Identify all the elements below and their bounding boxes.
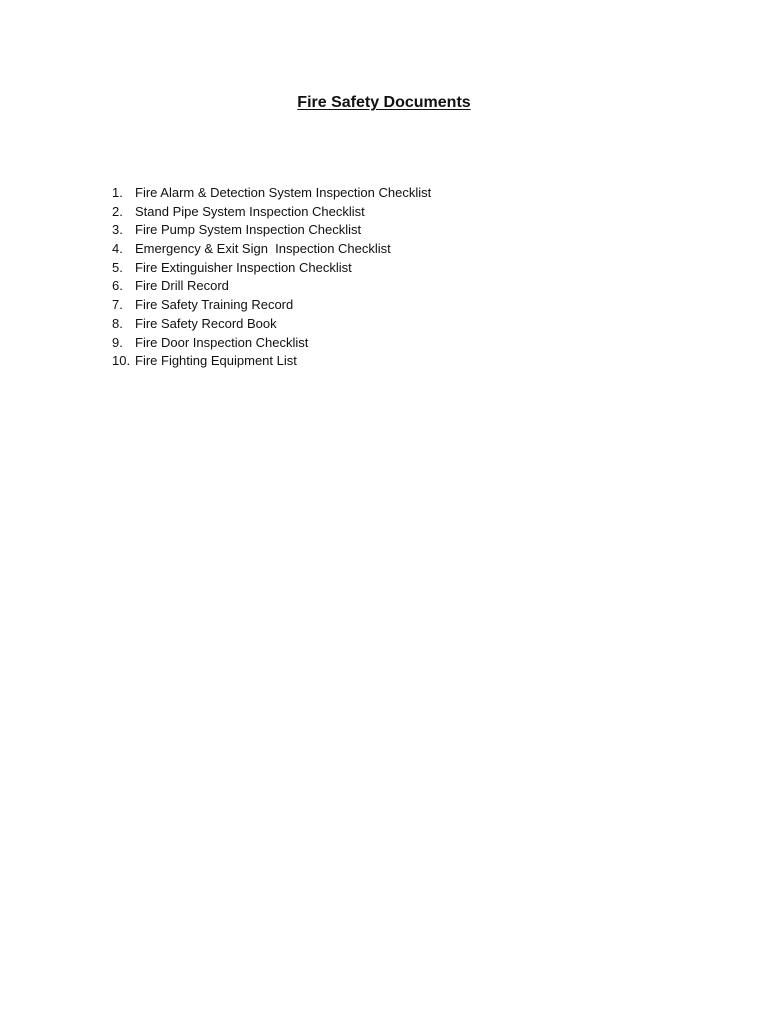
document-list: [112, 184, 431, 371]
list-item-text: Fire Alarm & Detection System Inspection Checklist: [135, 185, 432, 200]
document-title: Fire Safety Documents: [297, 94, 471, 111]
list-item-number: 4.: [112, 241, 123, 257]
list-item: [112, 221, 431, 240]
list-item-text: Emergency & Exit Sign Inspection Checklist: [135, 241, 391, 257]
list-item: [112, 259, 431, 278]
list-item-number: 7.: [112, 297, 123, 313]
list-item-text: Fire Fighting Equipment List: [135, 353, 297, 369]
list-item-number: 5.: [112, 259, 123, 275]
list-item-text: Fire Extinguisher Inspection Checklist: [135, 259, 352, 275]
list-item: [112, 315, 431, 334]
list-item-number: 1.: [112, 185, 123, 200]
list-item: [112, 184, 431, 203]
list-item-number: 2.: [112, 203, 123, 219]
list-item-number: 6.: [112, 278, 123, 294]
list-item: [112, 277, 431, 296]
list-item: [112, 240, 431, 259]
list-item-text: Fire Door Inspection Checklist: [135, 334, 309, 350]
list-item: [112, 352, 431, 371]
list-item: [112, 334, 431, 353]
list-item-text: Fire Drill Record: [135, 278, 229, 294]
list-item-text: Fire Safety Training Record: [135, 297, 294, 313]
list-item-text: Fire Pump System Inspection Checklist: [135, 222, 362, 238]
list-item: [112, 296, 431, 315]
list-item: [112, 203, 431, 222]
list-item-number: 9.: [112, 334, 123, 350]
list-item-text: Stand Pipe System Inspection Checklist: [135, 203, 365, 219]
list-item-number: 3.: [112, 222, 123, 238]
list-item-text: Fire Safety Record Book: [135, 315, 277, 331]
list-item-number: 10.: [112, 353, 131, 369]
list-item-number: 8.: [112, 315, 123, 331]
